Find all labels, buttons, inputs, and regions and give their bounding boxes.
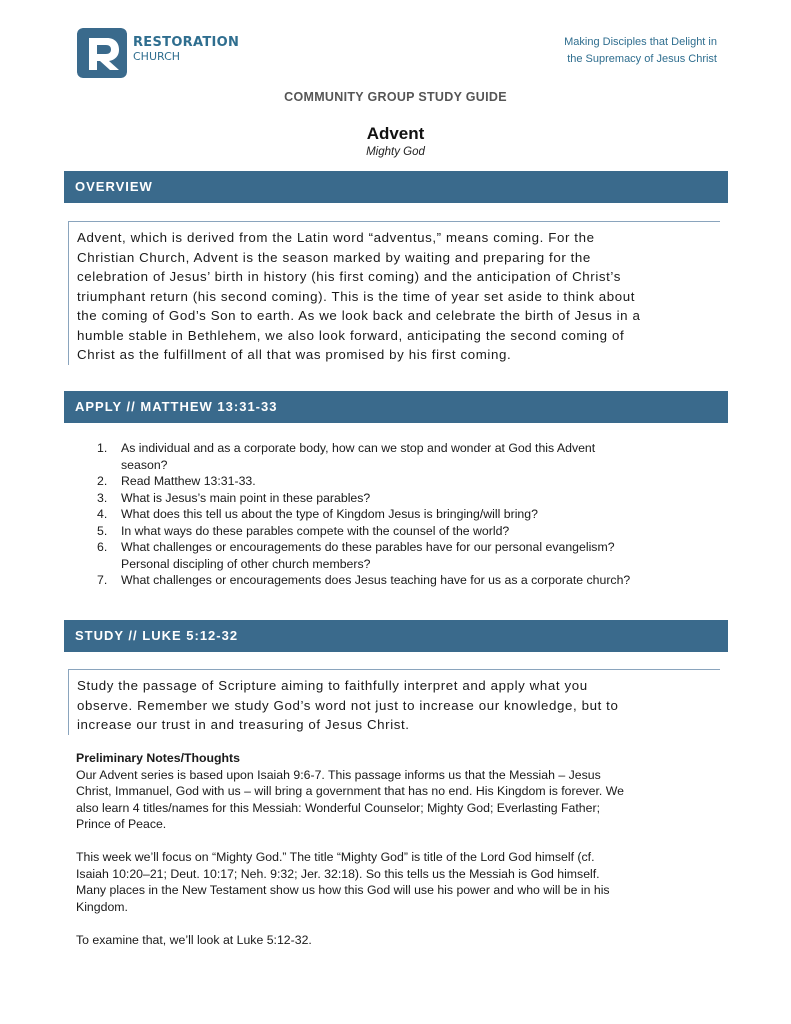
- list-text: What challenges or encouragements do these parables have for our personal evangelism?: [121, 540, 615, 554]
- notes-paragraph: [76, 767, 736, 833]
- list-number: 5.: [97, 523, 108, 538]
- tagline-line: the Supremacy of Jesus Christ: [567, 53, 717, 65]
- list-text: Personal discipling of other church members?: [121, 556, 371, 571]
- list-item: [97, 440, 737, 473]
- notes-line: also learn 4 titles/names for this Messiah: Wonderful Counselor; Mighty God; Everlasting Father;: [76, 800, 600, 815]
- list-number: 2.: [97, 474, 108, 488]
- list-item: [97, 506, 737, 523]
- notes-line: Our Advent series is based upon Isaiah 9:6-7. This passage informs us that the Messiah – Jesus: [76, 767, 601, 782]
- logo-wordmark: [133, 36, 239, 62]
- logo-sub: CHURCH: [133, 50, 181, 63]
- list-text: season?: [121, 457, 168, 472]
- apply-question-list: [97, 440, 737, 589]
- study-line: increase our trust in and treasuring of Jesus Christ.: [77, 717, 410, 732]
- list-text: What does this tell us about the type of Kingdom Jesus is bringing/will bring?: [121, 507, 538, 521]
- list-item: [97, 490, 737, 507]
- list-number: 6.: [97, 540, 108, 554]
- overview-line: celebration of Jesus’ birth in history (his first coming) and the anticipation of Christ’s: [77, 269, 621, 284]
- list-number: 4.: [97, 507, 108, 521]
- notes-paragraph: [76, 849, 736, 915]
- overview-line: the coming of God’s Son to earth. As we look back and celebrate the birth of Jesus in a: [77, 308, 641, 323]
- tagline: [564, 34, 717, 68]
- list-text: What challenges or encouragements does Jesus teaching have for us as a corporate church?: [121, 573, 631, 587]
- overview-text: [68, 221, 720, 365]
- notes-heading: Preliminary Notes/Thoughts: [76, 751, 240, 765]
- list-text: As individual and as a corporate body, how can we stop and wonder at God this Advent: [121, 441, 596, 455]
- overview-line: Christ as the fulfillment of all that was promised by his first coming.: [77, 347, 512, 362]
- list-text: Read Matthew 13:31-33.: [121, 474, 256, 488]
- notes-line: Kingdom.: [76, 899, 128, 914]
- list-item: [97, 523, 737, 540]
- apply-heading-bar: APPLY // MATTHEW 13:31-33: [64, 391, 728, 423]
- list-item: [97, 473, 737, 490]
- notes-line: Isaiah 10:20–21; Deut. 10:17; Neh. 9:32; Jer. 32:18). So this tells us the Messiah is God himself.: [76, 866, 600, 881]
- study-line: observe. Remember we study God’s word not just to increase our knowledge, but to: [77, 697, 619, 713]
- notes-line: To examine that, we’ll look at Luke 5:12-32.: [76, 932, 312, 947]
- notes-paragraph: [76, 932, 736, 949]
- study-line: Study the passage of Scripture aiming to faithfully interpret and apply what you: [77, 678, 588, 693]
- preliminary-notes: [76, 750, 736, 948]
- list-item: [97, 539, 737, 572]
- notes-line: This week we’ll focus on “Mighty God.” The title “Mighty God” is title of the Lord God himself (cf.: [76, 850, 595, 864]
- notes-line: Christ, Immanuel, God with us – will bring a government that has no end. His Kingdom is forever. We: [76, 784, 624, 798]
- guide-title: COMMUNITY GROUP STUDY GUIDE: [284, 90, 507, 104]
- overview-line: Christian Church, Advent is the season marked by waiting and preparing for the: [77, 249, 591, 265]
- page-title: Advent: [366, 124, 425, 143]
- overview-line: humble stable in Bethlehem, we also look forward, anticipating the second coming of: [77, 327, 625, 343]
- list-number: 3.: [97, 490, 108, 505]
- tagline-line: Making Disciples that Delight in: [564, 36, 717, 48]
- page-subtitle: Mighty God: [366, 146, 425, 158]
- study-heading-bar: STUDY // LUKE 5:12-32: [64, 620, 728, 652]
- list-text: What is Jesus’s main point in these parables?: [121, 490, 371, 505]
- list-item: [97, 572, 737, 589]
- logo-name: RESTORATION: [133, 35, 240, 50]
- notes-line: Many places in the New Testament show us how this God will use his power and who will be in his: [76, 883, 610, 897]
- overview-line: triumphant return (his second coming). This is the time of year set aside to think about: [77, 288, 636, 304]
- list-text: In what ways do these parables compete with the counsel of the world?: [121, 523, 510, 538]
- restoration-church-logo-icon: [77, 28, 127, 78]
- overview-line: Advent, which is derived from the Latin word “adventus,” means coming. For the: [77, 230, 595, 245]
- overview-heading-bar: OVERVIEW: [64, 171, 728, 203]
- notes-line: Prince of Peace.: [76, 817, 167, 831]
- list-number: 7.: [97, 573, 108, 587]
- list-number: 1.: [97, 441, 108, 455]
- study-intro-text: [68, 669, 720, 735]
